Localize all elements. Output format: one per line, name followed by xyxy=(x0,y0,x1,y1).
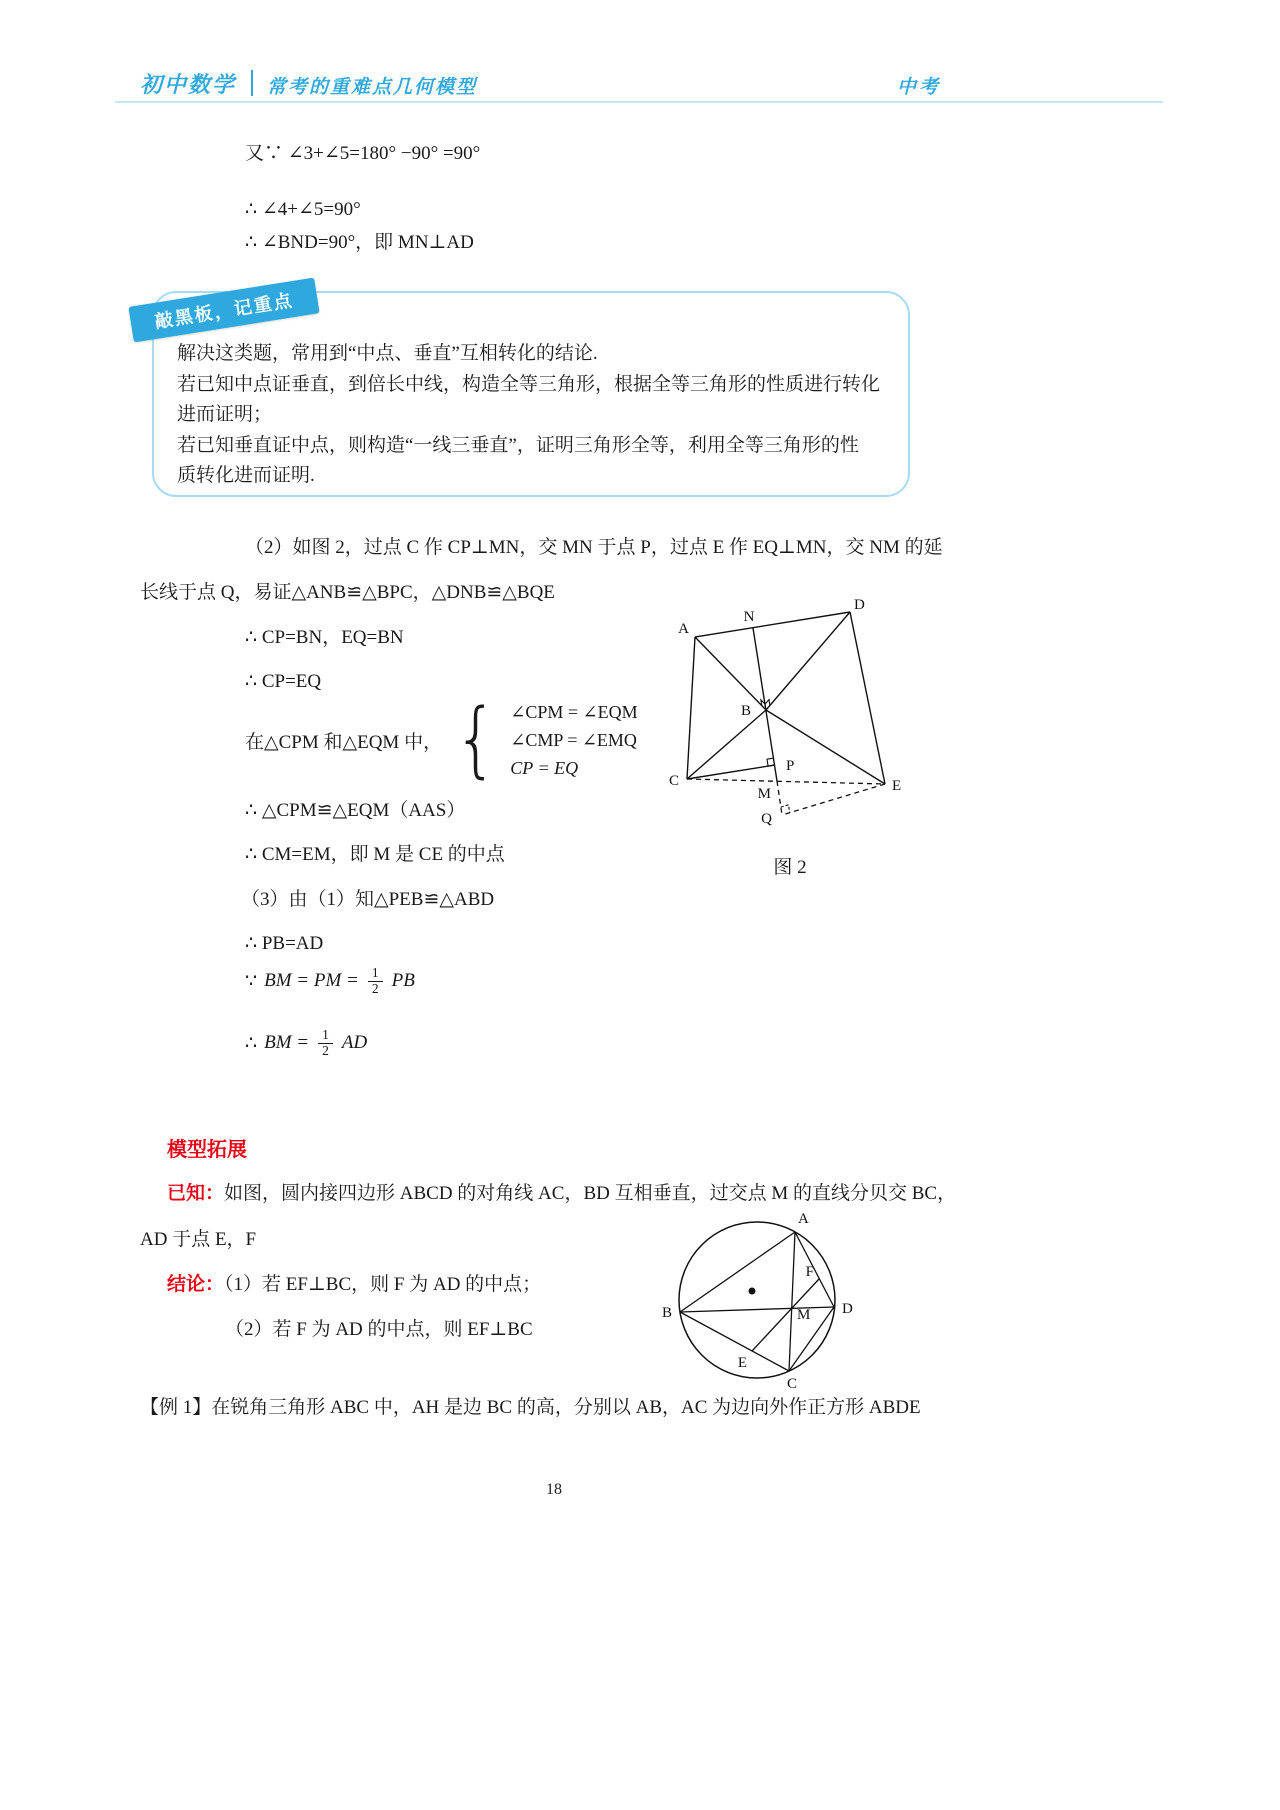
fig3-labels xyxy=(662,1211,853,1392)
ribbon-badge: 敲黑板，记重点 xyxy=(128,278,319,343)
brace-glyph: { xyxy=(454,692,499,788)
fig3-label-E: E xyxy=(737,1355,747,1371)
header-divider xyxy=(251,70,253,96)
fig3-diagonal-AC xyxy=(789,1232,795,1371)
callout-line: 质转化进而证明. xyxy=(177,465,315,486)
proof-line: ∴ △CPM≌△EQM（AAS） xyxy=(245,800,466,821)
fig3-label-F: F xyxy=(805,1264,814,1280)
therefore-symbol: ∵ xyxy=(245,970,258,992)
right-angle-mark-B-right xyxy=(765,700,770,706)
fraction xyxy=(368,966,383,997)
proof-line: ∴ PB=AD xyxy=(245,933,324,954)
system-intro: 在△CPM 和△EQM 中， xyxy=(245,731,443,753)
system-conditions xyxy=(510,698,637,782)
callout-line: 进而证明； xyxy=(177,404,273,425)
system-condition: ∠CMP = ∠EMQ xyxy=(510,730,637,750)
fig3-label-D: D xyxy=(842,1301,853,1317)
math-text: BM = PM = xyxy=(264,970,359,992)
fig3-label-A: A xyxy=(798,1211,809,1227)
fig2-label-D: D xyxy=(854,597,865,613)
proof-line-fraction xyxy=(245,1028,367,1059)
fig2-label-P: P xyxy=(786,758,795,774)
circle-outline xyxy=(679,1222,835,1378)
known-line: AD 于点 E，F xyxy=(140,1229,257,1250)
fig3-chords xyxy=(680,1232,834,1371)
proof-line-fraction xyxy=(245,966,415,997)
fig2-label-B: B xyxy=(740,703,751,719)
math-text: AD xyxy=(341,1032,368,1054)
fig2-label-E: E xyxy=(892,778,902,794)
circle-center-dot xyxy=(749,1288,756,1295)
paragraph-line: 长线于点 Q，易证△ANB≌△BPC，△DNB≌△BQE xyxy=(140,582,555,603)
fig3-line-AB xyxy=(680,1232,795,1312)
fig2-line-DE xyxy=(850,612,885,784)
callout-line: 若已知中点证垂直，到倍长中线，构造全等三角形，根据全等三角形的性质进行转化 xyxy=(177,373,881,395)
fraction-denominator: 2 xyxy=(322,1042,329,1058)
proof-line: （3）由（1）知△PEB≌△ABD xyxy=(241,889,495,910)
callout-line: 若已知垂直证中点，则构造“一线三垂直”，证明三角形全等，利用全等三角形的性 xyxy=(177,434,859,456)
conclusion-line: （2）若 F 为 AD 的中点，则 EF⊥BC xyxy=(225,1319,533,1340)
fig2-dashed-edges xyxy=(687,779,885,815)
callout-line: 解决这类题，常用到“中点、垂直”互相转化的结论. xyxy=(177,343,598,364)
fraction-numerator: 1 xyxy=(318,1028,333,1044)
fig2-label-A: A xyxy=(678,621,689,637)
figure-2-caption: 图 2 xyxy=(773,857,807,878)
conclusion-label: 结论： xyxy=(167,1274,225,1295)
header-rule xyxy=(115,101,1163,103)
conclusion-text: （1）若 EF⊥BC，则 F 为 AD 的中点； xyxy=(224,1274,542,1295)
fraction xyxy=(318,1028,333,1059)
fig3-label-C: C xyxy=(786,1376,798,1392)
fig2-line-CE-dashed xyxy=(687,779,885,784)
header-exam: 中考 xyxy=(897,77,942,98)
system-condition: CP = EQ xyxy=(510,758,579,778)
fig2-line-DB xyxy=(766,612,850,710)
proof-line: ∴ ∠BND=90°，即 MN⊥AD xyxy=(245,232,474,253)
figure-2-diagram xyxy=(645,595,935,845)
fig2-labels xyxy=(669,597,901,827)
header-subject: 初中数学 xyxy=(140,72,237,97)
proof-line: 又∵ ∠3+∠5=180° −90° =90° xyxy=(245,143,481,164)
fig2-line-EQ-dashed xyxy=(782,784,885,815)
page-number: 18 xyxy=(546,1481,562,1498)
example-line: 【例 1】在锐角三角形 ABC 中，AH 是边 BC 的高，分别以 AB，AC 为边向外作正方形 ABDE xyxy=(140,1397,921,1418)
known-line xyxy=(167,1182,956,1206)
fig2-line-AB xyxy=(695,637,766,710)
math-text: BM = xyxy=(264,1032,310,1054)
fig3-label-B: B xyxy=(661,1305,672,1321)
system-condition: ∠CPM = ∠EQM xyxy=(510,702,638,722)
key-point-callout xyxy=(152,291,910,497)
fig2-line-AD xyxy=(695,612,850,637)
therefore-symbol: ∴ xyxy=(245,1032,258,1054)
known-text: 如图，圆内接四边形 ABCD 的对角线 AC，BD 互相垂直，过交点 M 的直线分贝交 BC， xyxy=(224,1183,957,1204)
equation-system xyxy=(245,692,638,788)
figure-circle-diagram xyxy=(652,1205,882,1395)
fig2-line-MQ-dashed xyxy=(777,781,782,815)
header-title: 常考的重难点几何模型 xyxy=(267,77,478,98)
fig2-label-Q: Q xyxy=(761,811,772,827)
known-label: 已知： xyxy=(167,1183,225,1204)
proof-line: ∴ CM=EM，即 M 是 CE 的中点 xyxy=(245,844,505,865)
proof-line: ∴ ∠4+∠5=90° xyxy=(245,199,361,220)
fraction-denominator: 2 xyxy=(371,980,379,996)
fig3-label-M: M xyxy=(797,1307,811,1323)
fig3-line-CD xyxy=(789,1307,834,1371)
fig3-diagonal-BD xyxy=(680,1307,834,1312)
fig2-label-C: C xyxy=(668,773,679,789)
section-heading: 模型拓展 xyxy=(167,1139,247,1161)
math-text: PB xyxy=(391,970,415,992)
proof-line: ∴ CP=BN，EQ=BN xyxy=(245,627,404,648)
fig2-label-M: M xyxy=(757,786,771,802)
fig2-line-AC xyxy=(687,637,695,779)
fig3-line-BC xyxy=(680,1312,789,1371)
proof-line: ∴ CP=EQ xyxy=(245,671,322,692)
paragraph-line: （2）如图 2，过点 C 作 CP⊥MN，交 MN 于点 P，过点 E 作 EQ⊥MN，交 NM 的延 xyxy=(245,537,943,558)
conclusion-line xyxy=(167,1273,541,1297)
fraction-numerator: 1 xyxy=(368,966,383,982)
fig2-line-BE xyxy=(766,710,885,784)
fig2-label-N: N xyxy=(743,609,755,625)
